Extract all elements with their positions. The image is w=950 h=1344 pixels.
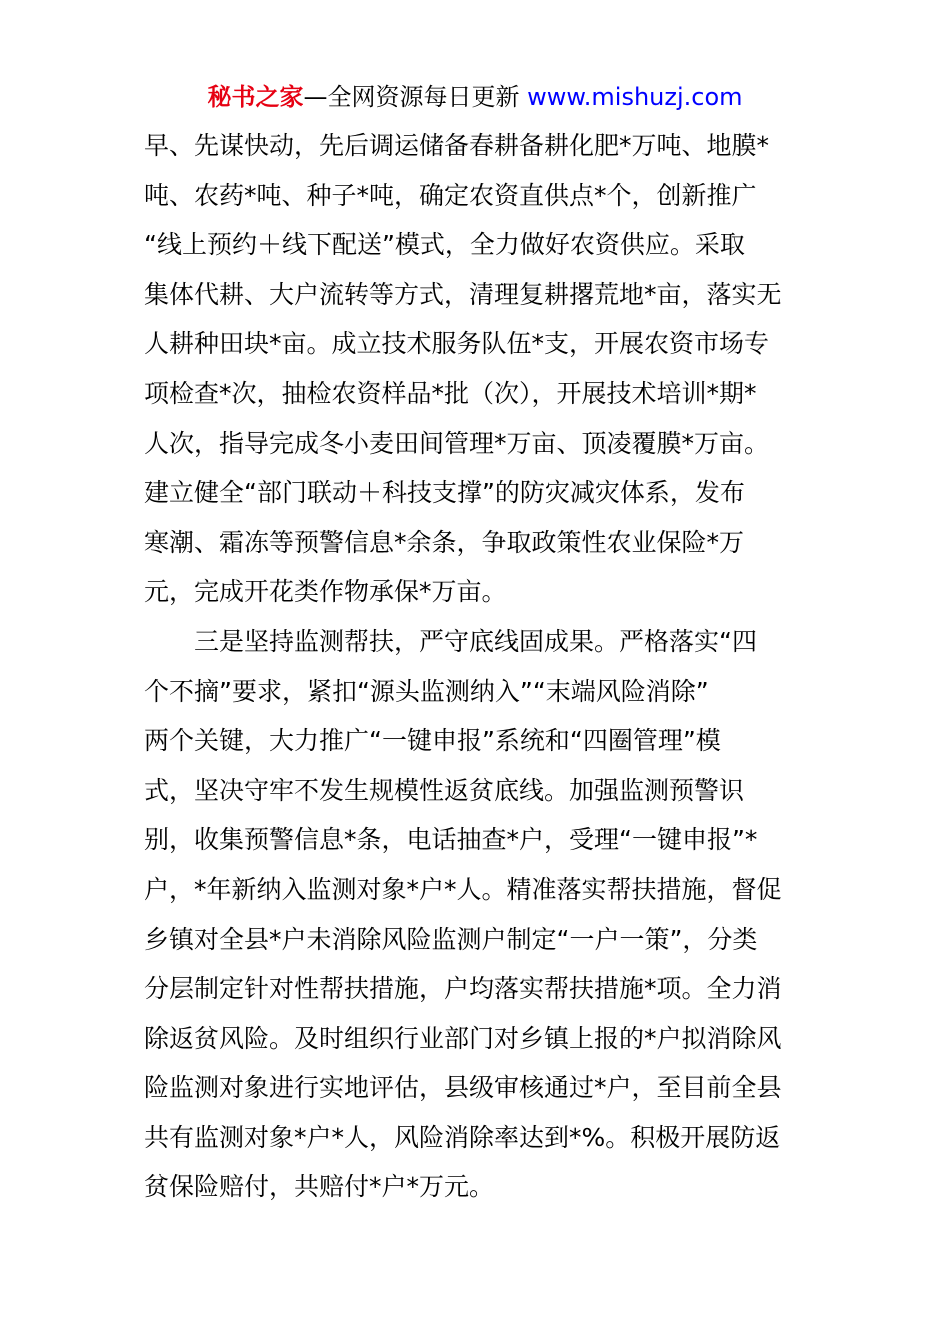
text-line: 元，完成开花类作物承保*万亩。 (144, 577, 507, 607)
brand-name: 秘书之家 (207, 83, 304, 111)
text-line: 人次，指导完成冬小麦田间管理*万亩、顶凌覆膜*万亩。 (144, 428, 770, 458)
text-line: 分层制定针对性帮扶措施，户均落实帮扶措施*项。全力消 (144, 974, 782, 1004)
text-line: 贫保险赔付，共赔付*户*万元。 (144, 1172, 495, 1202)
text-line: 共有监测对象*户*人，风险消除率达到*%。积极开展防返 (144, 1122, 781, 1152)
text-line: 乡镇对全县*户未消除风险监测户制定“一户一策”，分类 (144, 924, 758, 954)
header-tagline: —全网资源每日更新 (303, 83, 520, 111)
text-line: 早、先谋快动，先后调运储备春耕备耕化肥*万吨、地膜* (144, 131, 770, 160)
paragraph-start-line: 三是坚持监测帮扶，严守底线固成果。严格落实“四 (144, 626, 757, 656)
text-line: 吨、农药*吨、种子*吨，确定农资直供点*个，创新推广 (144, 180, 757, 210)
text-line: “线上预约＋线下配送”模式，全力做好农资供应。采取 (144, 230, 745, 260)
text-line: 项检查*次，抽检农资样品*批（次），开展技术培训*期* (144, 378, 757, 408)
text-line: 险监测对象进行实地评估，县级审核通过*户，至目前全县 (144, 1073, 782, 1103)
text-line: 集体代耕、大户流转等方式，清理复耕撂荒地*亩，落实无 (144, 279, 782, 309)
text-line: 除返贫风险。及时组织行业部门对乡镇上报的*户拟消除风 (144, 1023, 782, 1053)
text-line: 户，*年新纳入监测对象*户*人。精准落实帮扶措施，督促 (144, 874, 782, 904)
text-line: 人耕种田块*亩。成立技术服务队伍*支，开展农资市场专 (144, 329, 770, 359)
text-line: 式，坚决守牢不发生规模性返贫底线。加强监测预警识 (144, 775, 745, 805)
text-line: 别，收集预警信息*条，电话抽查*户，受理“一键申报”* (144, 825, 758, 855)
document-body (144, 121, 806, 1212)
text-line: 寒潮、霜冻等预警信息*余条，争取政策性农业保险*万 (144, 527, 745, 557)
site-header (0, 80, 950, 114)
text-line: 个不摘”要求，紧扣“源头监测纳入”“末端风险消除” (144, 676, 709, 706)
site-url-link[interactable]: www.mishuzj.com (527, 83, 743, 111)
text-line: 建立健全“部门联动＋科技支撑”的防灾减灾体系，发布 (144, 478, 745, 508)
text-line: 两个关键，大力推广“一键申报”系统和“四圈管理”模 (144, 726, 721, 756)
